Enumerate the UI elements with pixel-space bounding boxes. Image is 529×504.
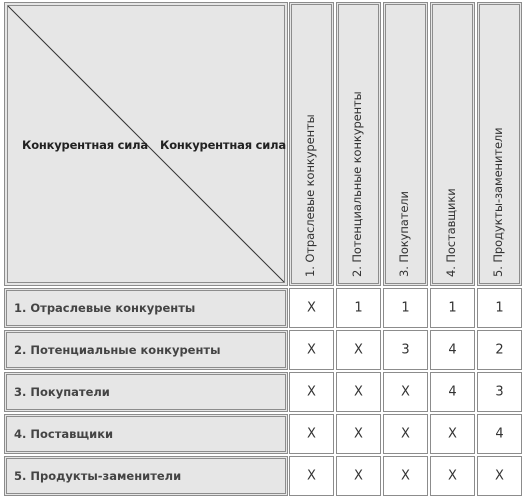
matrix-cell [477,414,522,454]
matrix-cell [477,330,522,370]
matrix-cell [477,456,522,496]
matrix-cell-value: X [354,468,363,484]
matrix-cell-value: X [307,342,316,358]
matrix-cell [289,372,334,412]
matrix-cell [336,372,381,412]
matrix-cell-value: X [448,426,457,442]
matrix-cell [383,372,428,412]
matrix-cell [336,414,381,454]
matrix-cell [336,456,381,496]
row-header [4,372,288,412]
row-header [4,330,288,370]
row-header-label: 4. Поставщики [14,427,114,441]
matrix-cell [430,456,475,496]
column-header [430,2,475,286]
matrix-cell [383,414,428,454]
matrix-cell-value: 4 [448,384,457,400]
row-header-label: 2. Потенциальные конкуренты [14,343,221,357]
matrix-cell-value: X [354,384,363,400]
matrix-cell-value: 2 [495,342,504,358]
matrix-cell [430,372,475,412]
matrix-cell-value: X [354,426,363,442]
column-header-label: 1. Отраслевые конкуренты [302,114,317,277]
row-header [4,414,288,454]
matrix-cell-value: 1 [448,300,457,316]
column-header-label: 3. Покупатели [396,191,411,277]
matrix-cell-value: X [307,468,316,484]
matrix-cell-value: X [401,426,410,442]
matrix-cell [289,456,334,496]
matrix-cell-value: X [307,384,316,400]
matrix-cell-value: X [401,468,410,484]
row-header-label: 3. Покупатели [14,385,110,399]
matrix-cell [430,414,475,454]
matrix-cell-value: 3 [495,384,504,400]
matrix-cell-value: X [354,342,363,358]
matrix-cell [383,330,428,370]
matrix-cell [289,288,334,328]
column-header-label: 4. Поставщики [443,188,458,277]
matrix-cell [289,330,334,370]
column-header-label: 2. Потенциальные конкуренты [349,91,364,277]
matrix-cell-value: 4 [448,342,457,358]
column-header [383,2,428,286]
matrix-cell [383,288,428,328]
matrix-cell-value: 3 [401,342,410,358]
column-header [336,2,381,286]
matrix-cell [430,330,475,370]
matrix-cell-value: X [307,426,316,442]
column-header [477,2,522,286]
row-header [4,456,288,496]
column-header-label: 5. Продукты-заменители [490,127,505,277]
row-header-label: 5. Продукты-заменители [14,469,182,483]
matrix-cell-value: 4 [495,426,504,442]
matrix-cell [430,288,475,328]
matrix-cell-value: X [448,468,457,484]
corner-left-label: Конкурентная сила [22,138,148,152]
matrix-cell [477,288,522,328]
row-header-label: 1. Отраслевые конкуренты [14,301,196,315]
matrix-cell [336,330,381,370]
matrix-cell-value: 1 [401,300,410,316]
corner-right-label: Конкурентная сила [160,138,286,152]
matrix-cell [289,414,334,454]
matrix-cell-value: 1 [354,300,363,316]
matrix-cell [383,456,428,496]
matrix-cell [336,288,381,328]
column-header [289,2,334,286]
matrix-cell-value: 1 [495,300,504,316]
matrix-cell [477,372,522,412]
corner-header-cell [4,2,288,286]
matrix-cell-value: X [307,300,316,316]
matrix-cell-value: X [401,384,410,400]
row-header [4,288,288,328]
matrix-cell-value: X [495,468,504,484]
